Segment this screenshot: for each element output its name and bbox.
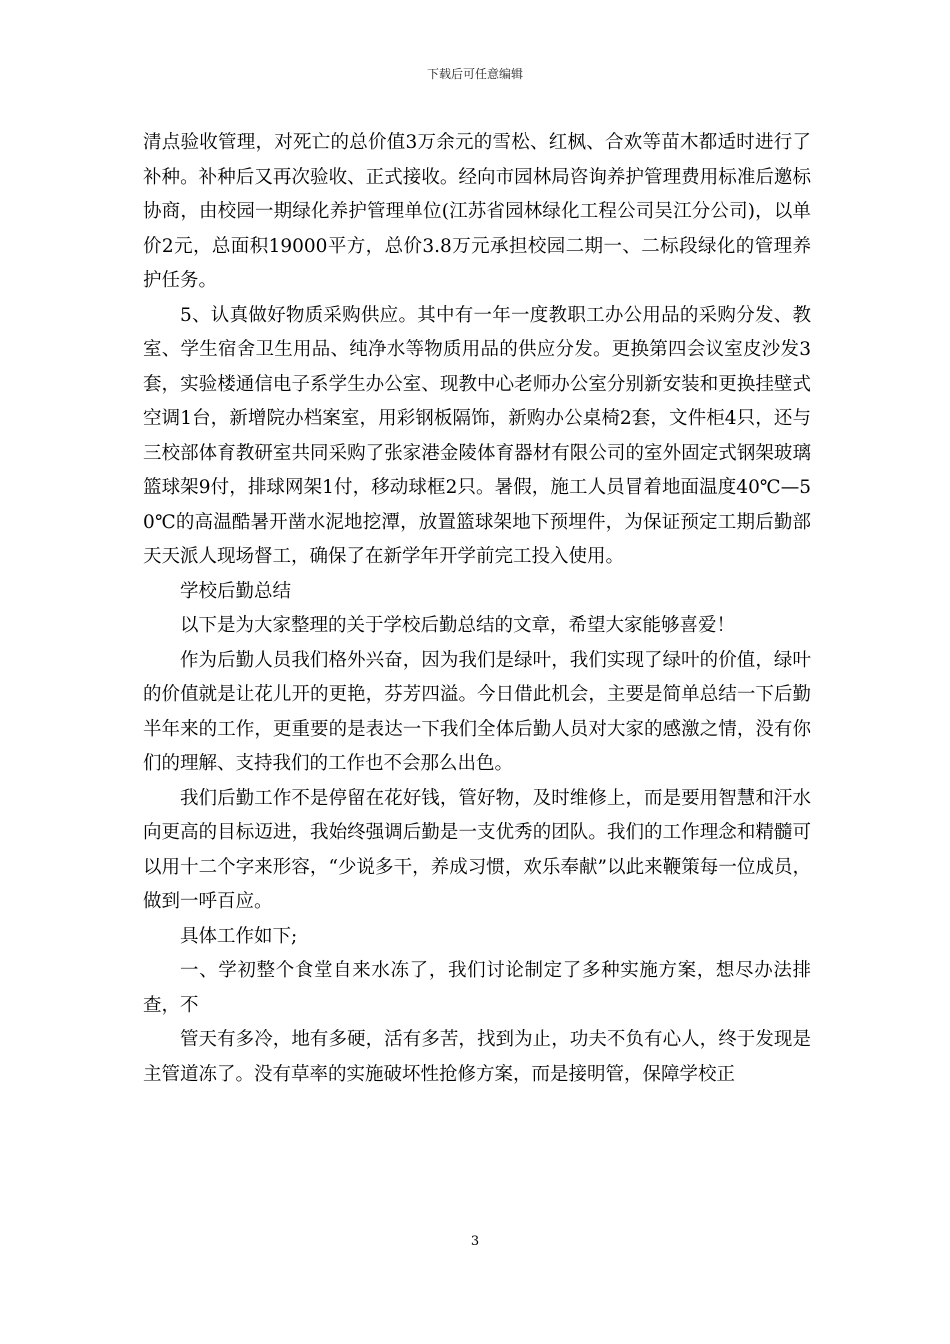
paragraph: 一、学初整个食堂自来水冻了，我们讨论制定了多种实施方案，想尽办法排查，不 — [143, 960, 811, 1016]
section-heading: 学校后勤总结 — [180, 580, 292, 602]
paragraph: 具体工作如下; — [180, 925, 298, 947]
page-header: 下载后可任意编辑 — [426, 67, 523, 81]
paragraph: 5、认真做好物质采购供应。其中有一年一度教职工办公用品的采购分发、教室、学生宿舍卫生用品、纯净水等物质用品的供应分发。更换第四会议室皮沙发3套，实验楼通信电子系学生办公室、现教中心老师办公室分别新安装和更换挂壁式空调1台，新增院办档案室，用彩钢板隔饰，新购办公桌椅2套，文件柜4只，还与三校部体育教研室共同采购了张家港金陵体育器材有限公司的室外固定式钢架玻璃篮球架9付，排球网架1付，移动球框2只。暑假，施工人员冒着地面温度40℃—50℃的高温酷暑开凿水泥地挖潭，放置篮球架地下预埋件，为保证预定工期后勤部天天派人现场督工，确保了在新学年开学前完工投入使用。 — [143, 304, 811, 567]
paragraph: 作为后勤人员我们格外兴奋，因为我们是绿叶，我们实现了绿叶的价值，绿叶的价值就是让花儿开的更艳，芬芳四溢。今日借此机会，主要是简单总结一下后勤半年来的工作，更重要的是表达一下我们全体后勤人员对大家的感激之情，没有你们的理解、支持我们的工作也不会那么出色。 — [143, 649, 811, 774]
paragraph: 管天有多冷，地有多硬，活有多苦，找到为止，功夫不负有心人，终于发现是主管道冻了。没有草率的实施破坏性抢修方案，而是接明管，保障学校正 — [143, 1029, 811, 1085]
paragraph: 以下是为大家整理的关于学校后勤总结的文章，希望大家能够喜爱！ — [180, 615, 736, 636]
paragraph: 我们后勤工作不是停留在花好钱，管好物，及时维修上，而是要用智慧和汗水向更高的目标迈进，我始终强调后勤是一支优秀的团队。我们的工作理念和精髓可以用十二个字来形容，“少说多干，养成习惯，欢乐奉献”以此来鞭策每一位成员，做到一呼百应。 — [143, 787, 811, 912]
document-body — [143, 126, 811, 1092]
page-number: 3 — [470, 1234, 480, 1249]
paragraph: 清点验收管理，对死亡的总价值3万余元的雪松、红枫、合欢等苗木都适时进行了补种。补种后又再次验收、正式接收。经向市园林局咨询养护管理费用标准后邀标协商，由校园一期绿化养护管理单位(江苏省园林绿化工程公司吴江分公司)，以单价2元，总面积19000平方，总价3.8万元承担校园二期一、二标段绿化的管理养护任务。 — [143, 132, 811, 291]
